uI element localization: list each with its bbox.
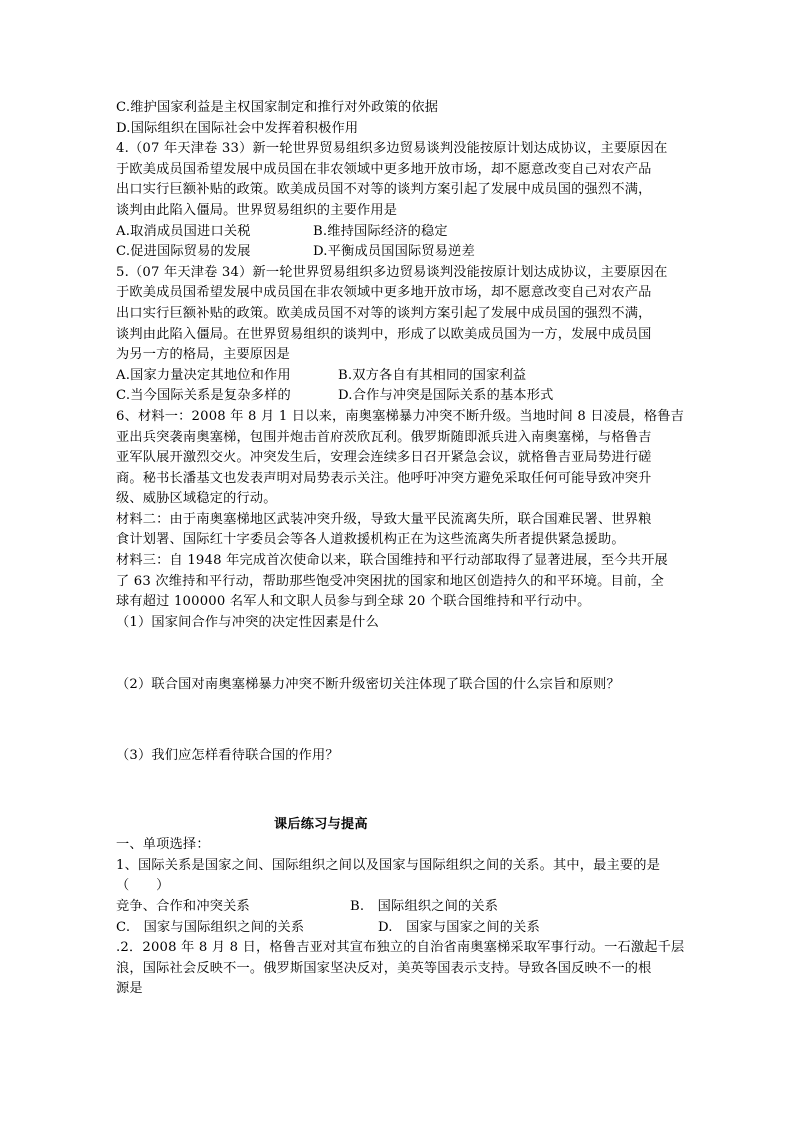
q5-stem-line: 出口实行巨额补贴的政策。欧美成员国不对等的谈判方案引起了发展中成员国的强烈不满， xyxy=(116,305,652,321)
q4-option-d: D.平衡成员国国际贸易逆差 xyxy=(313,244,475,260)
ex1-option-d: D. 国家与国家之间的关系 xyxy=(378,919,540,935)
q6-material1-line: 亚出兵突袭南奥塞梯，包围并炮击首府茨欣瓦利。俄罗斯随即派兵进入南奥塞梯，与格鲁吉 xyxy=(116,429,652,445)
q6-material3-line: 球有超过 100000 名军人和文职人员参与到全球 20 个联合国维持和平行动中。 xyxy=(116,594,591,610)
section-heading: 一、单项选择： xyxy=(116,837,210,853)
q6-sub-question-1: （1）国家间合作与冲突的决定性因素是什么 xyxy=(116,614,379,630)
q4-option-c: C.促进国际贸易的发展 xyxy=(116,244,251,260)
question-5 xyxy=(116,263,682,407)
q6-material3-line: 了 63 次维持和平行动，帮助那些饱受冲突困扰的国家和地区创造持久的和平环境。目前，全 xyxy=(116,573,665,589)
q6-material3-line: 材料三：自 1948 年完成首次使命以来，联合国维持和平行动部取得了显著进展，至今共开展 xyxy=(116,553,668,569)
q6-material1-line: 6、材料一：2008 年 8 月 1 日以来，南奥塞梯暴力冲突不断升级。当地时间 8 日凌晨，格鲁吉 xyxy=(116,408,685,424)
ex2-stem-line: 浪，国际社会反映不一。俄罗斯国家坚决反对，美英等国表示支持。导致各国反映不一的根 xyxy=(116,960,652,976)
ex1-option-a: 竞争、合作和冲突关系 xyxy=(116,899,250,914)
q6-material1-line: 商。秘书长潘基文也发表声明对局势表示关注。他呼吁冲突方避免采取任何可能导致冲突升 xyxy=(116,470,652,486)
document-page xyxy=(116,98,685,1000)
q5-option-c: C.当今国际关系是复杂多样的 xyxy=(116,388,291,404)
q5-stem-line: 为另一方的格局，主要原因是 xyxy=(116,347,291,363)
q6-material1-line: 级、威胁区域稳定的行动。 xyxy=(116,491,277,507)
q4-stem-line: 谈判由此陷入僵局。世界贸易组织的主要作用是 xyxy=(116,202,398,218)
exercise-2 xyxy=(116,938,685,1000)
q5-stem-line: 于欧美成员国希望发展中成员国在非农领域中更多地开放市场，却不愿意改变自己对农产品 xyxy=(116,285,652,301)
q4-stem-line: 于欧美成员国希望发展中成员国在非农领域中更多地开放市场，却不愿意改变自己对农产品 xyxy=(116,161,652,177)
q5-option-d: D.合作与冲突是国际关系的基本形式 xyxy=(338,388,554,404)
ex1-options-cd xyxy=(116,918,682,939)
answer-space xyxy=(116,696,682,746)
ex2-stem-line: .2．2008 年 8 月 8 日，格鲁吉亚对其宣布独立的自治省南奥塞梯采取军事行动。一石激起千层 xyxy=(116,940,685,956)
ex1-stem-line: 1、国际关系是国家之间、国际组织之间以及国家与国际组织之间的关系。其中，最主要的是 xyxy=(116,857,661,873)
q6-sub-question-2: （2）联合国对南奥塞梯暴力冲突不断升级密切关注体现了联合国的什么宗旨和原则？ xyxy=(116,677,620,693)
ex1-options-ab xyxy=(116,897,682,918)
q5-option-b: B.双方各自有其相同的国家利益 xyxy=(338,367,527,383)
q3-option-c: C.维护国家利益是主权国家制定和推行对外政策的依据 xyxy=(116,100,439,115)
q4-stem-line: 4.（07 年天津卷 33）新一轮世界贸易组织多边贸易谈判没能按原计划达成协议，主要原因在 xyxy=(116,141,668,157)
ex1-option-b: B. 国际组织之间的关系 xyxy=(350,899,499,914)
q4-option-b: B.维持国际经济的稳定 xyxy=(313,223,448,239)
answer-space xyxy=(116,767,682,815)
q3-option-d: D.国际组织在国际社会中发挥着积极作用 xyxy=(116,120,359,136)
question-4 xyxy=(116,139,682,263)
q5-options-cd xyxy=(116,386,682,407)
q6-material2-line: 食计划署、国际红十字委员会等各人道救援机构正在为这些流离失所者提供紧急援助。 xyxy=(116,532,625,548)
q4-stem-line: 出口实行巨额补贴的政策。欧美成员国不对等的谈判方案引起了发展中成员国的强烈不满， xyxy=(116,182,652,198)
q6-material1-line: 亚军队展开激烈交火。冲突发生后，安理会连续多日召开紧急会议，就格鲁吉亚局势进行磋 xyxy=(116,450,652,466)
q5-stem-line: 谈判由此陷入僵局。在世界贸易组织的谈判中，形成了以欧美成员国为一方，发展中成员国 xyxy=(116,326,652,342)
question-6 xyxy=(116,407,685,815)
q4-option-a: A.取消成员国进口关税 xyxy=(116,223,251,239)
q5-stem-line: 5.（07 年天津卷 34）新一轮世界贸易组织多边贸易谈判没能按原计划达成协议，主要原因在 xyxy=(116,264,668,280)
q6-material2-line: 材料二：由于南奥塞梯地区武装冲突升级，导致大量平民流离失所，联合国难民署、世界粮 xyxy=(116,511,652,527)
ex1-option-c: C. 国家与国际组织之间的关系 xyxy=(116,919,305,935)
q4-options-cd xyxy=(116,242,682,263)
q5-options-ab xyxy=(116,366,682,387)
q6-sub-question-3: （3）我们应怎样看待联合国的作用？ xyxy=(116,748,339,764)
q5-option-a: A.国家力量决定其地位和作用 xyxy=(116,367,291,383)
ex1-stem-line: （ ） xyxy=(116,878,170,894)
section-title: 课后练习与提高 xyxy=(274,816,368,832)
q4-options-ab xyxy=(116,222,682,243)
answer-space xyxy=(116,633,682,675)
ex2-stem-line: 源是 xyxy=(116,981,143,997)
exercise-1 xyxy=(116,856,682,938)
